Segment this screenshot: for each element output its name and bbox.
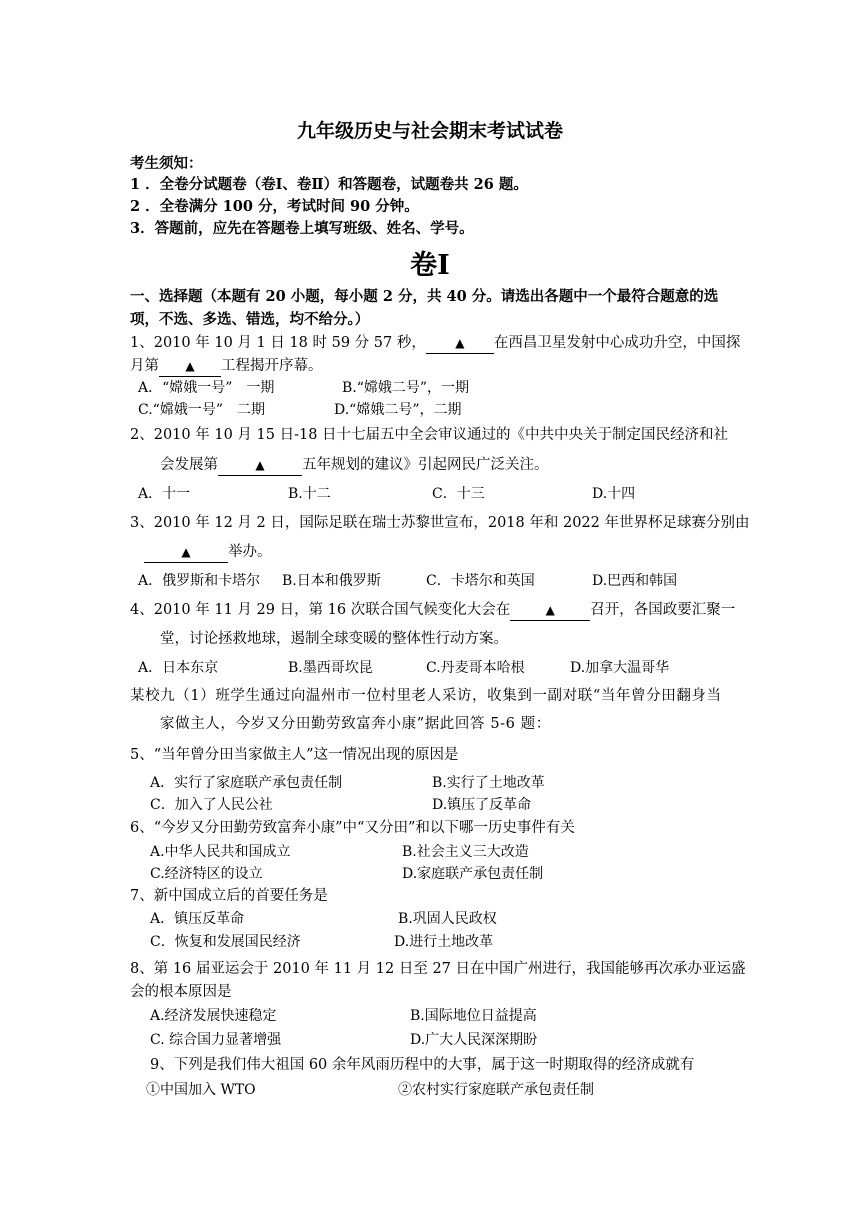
q2-option-b: B.十二 [288, 486, 331, 502]
blank-mark: ▲ [181, 545, 191, 559]
q6-option-c: C.经济特区的设立 [150, 866, 263, 882]
q2-answer-blank [218, 455, 302, 476]
passage-line2: 家做主人，今岁又分田勤劳致富奔小康”据此回答 5-6 题： [160, 716, 551, 732]
q9-item-2: ②农村实行家庭联产承包责任制 [398, 1082, 594, 1098]
q4-stem-line2: 堂，讨论拯救地球，遏制全球变暖的整体性行动方案。 [160, 631, 508, 647]
q8-option-d: D.广大人民深深期盼 [410, 1032, 538, 1048]
blank-mark: ▲ [185, 359, 195, 373]
q2-stem-line1: 2、2010 年 10 月 15 日-18 日十七届五中全会审议通过的《中共中央关于制定国民经济和社 [130, 427, 729, 443]
q3-stem-line1: 3、2010 年 12 月 2 日，国际足联在瑞士苏黎世宣布，2018 年和 2022 年世界杯足球赛分别由 [130, 515, 750, 531]
q4-option-b: B.墨西哥坎昆 [288, 660, 373, 676]
q7-option-b: B.巩固人民政权 [398, 911, 497, 927]
q2-text-a: 会发展第 [160, 457, 218, 473]
q9-stem: 9、下列是我们伟大祖国 60 余年风雨历程中的大事，属于这一时期取得的经济成就有 [150, 1057, 695, 1073]
q5-option-c: C．加入了人民公社 [150, 797, 273, 813]
q8-option-a: A.经济发展快速稳定 [150, 1008, 277, 1024]
section-title: 卷Ⅰ [410, 250, 450, 281]
q8-stem-line2: 会的根本原因是 [130, 984, 232, 1000]
q3-stem-line2 [144, 542, 272, 563]
blank-mark: ▲ [455, 336, 465, 350]
q4-text-a: 4、2010 年 11 月 29 日，第 16 次联合国气候变化大会在 [130, 602, 511, 618]
q3-answer-blank [144, 542, 228, 563]
q6-option-b: B.社会主义三大改造 [402, 844, 529, 860]
q8-stem-line1: 8、第 16 届亚运会于 2010 年 11 月 12 日至 27 日在中国广州进行，我国能够再次承办亚运盛 [130, 961, 746, 977]
q1-stem-line1 [130, 333, 740, 354]
q8-option-c: C. 综合国力显著增强 [150, 1032, 282, 1048]
q1-text-a: 1、2010 年 10 月 1 日 18 时 59 分 57 秒， [130, 335, 426, 351]
q7-option-d: D.进行土地改革 [394, 934, 494, 950]
q4-text-b: 召开，各国政要汇聚一 [590, 602, 736, 618]
q1-stem-line2 [130, 356, 323, 377]
q2-stem-line2 [160, 455, 549, 476]
passage-line1: 某校九（1）班学生通过向温州市一位村里老人采访，收集到一副对联“当年曾分田翻身当 [130, 688, 722, 704]
q2-option-a: A．十一 [138, 486, 191, 502]
q9-item-1: ①中国加入 WTO [146, 1082, 256, 1098]
blank-mark: ▲ [545, 603, 555, 617]
blank-mark: ▲ [255, 458, 265, 472]
q3-text-b: 举办。 [228, 544, 272, 560]
q1-option-d: D.“嫦娥二号”，二期 [334, 402, 462, 418]
part-heading-line1: 一、选择题（本题有 20 小题，每小题 2 分，共 40 分。请选出各题中一个最符合题意的选 [130, 288, 719, 305]
q7-option-c: C．恢复和发展国民经济 [150, 934, 301, 950]
notice-item-1: 1 ．全卷分试题卷（卷Ⅰ、卷Ⅱ）和答题卷，试题卷共 26 题。 [130, 176, 528, 193]
q2-option-d: D.十四 [592, 486, 636, 502]
q5-stem: 5、“当年曾分田当家做主人”这一情况出现的原因是 [130, 747, 459, 763]
q6-stem: 6、“今岁又分田勤劳致富奔小康”中“又分田”和以下哪一历史事件有关 [130, 820, 575, 836]
q4-option-c: C.丹麦哥本哈根 [426, 660, 525, 676]
q1-option-c: C.“嫦娥一号” 二期 [138, 402, 265, 418]
q3-option-d: D.巴西和韩国 [592, 573, 678, 589]
notice-heading: 考生须知： [130, 155, 203, 172]
q2-text-b: 五年规划的建议》引起网民广泛关注。 [302, 457, 549, 473]
q4-stem-line1 [130, 600, 735, 621]
page-title: 九年级历史与社会期末考试试卷 [296, 120, 563, 142]
part-heading-line2: 项，不选、多选、错选，均不给分。） [130, 311, 370, 328]
q7-option-a: A．镇压反革命 [150, 911, 245, 927]
notice-item-3: 3．答题前，应先在答题卷上填写班级、姓名、学号。 [130, 220, 474, 237]
q1-option-a: A．“嫦娥一号” 一期 [138, 380, 275, 396]
q6-option-a: A.中华人民共和国成立 [150, 844, 291, 860]
notice-item-2: 2 ．全卷满分 100 分，考试时间 90 分钟。 [130, 198, 419, 215]
q2-option-c: C．十三 [432, 486, 485, 502]
q3-option-b: B.日本和俄罗斯 [282, 573, 381, 589]
q1-option-b: B.“嫦娥二号”，一期 [342, 380, 470, 396]
q4-answer-blank [510, 600, 590, 621]
q6-option-d: D.家庭联产承包责任制 [402, 866, 544, 882]
q5-option-d: D.镇压了反革命 [432, 797, 532, 813]
q1-text-c: 月第 [130, 358, 159, 374]
q1-text-b: 在西昌卫星发射中心成功升空，中国探 [493, 335, 741, 351]
q1-answer-blank-1 [426, 333, 494, 354]
q3-option-a: A．俄罗斯和卡塔尔 [138, 573, 261, 589]
q3-option-c: C．卡塔尔和英国 [426, 573, 535, 589]
q4-option-d: D.加拿大温哥华 [570, 660, 670, 676]
q5-option-b: B.实行了土地改革 [432, 775, 545, 791]
q1-answer-blank-2 [159, 356, 221, 377]
q4-option-a: A．日本东京 [138, 660, 219, 676]
q8-option-b: B.国际地位日益提高 [410, 1008, 537, 1024]
q7-stem: 7、新中国成立后的首要任务是 [130, 888, 328, 904]
q1-text-d: 工程揭开序幕。 [221, 358, 323, 374]
q5-option-a: A．实行了家庭联产承包责任制 [150, 775, 343, 791]
